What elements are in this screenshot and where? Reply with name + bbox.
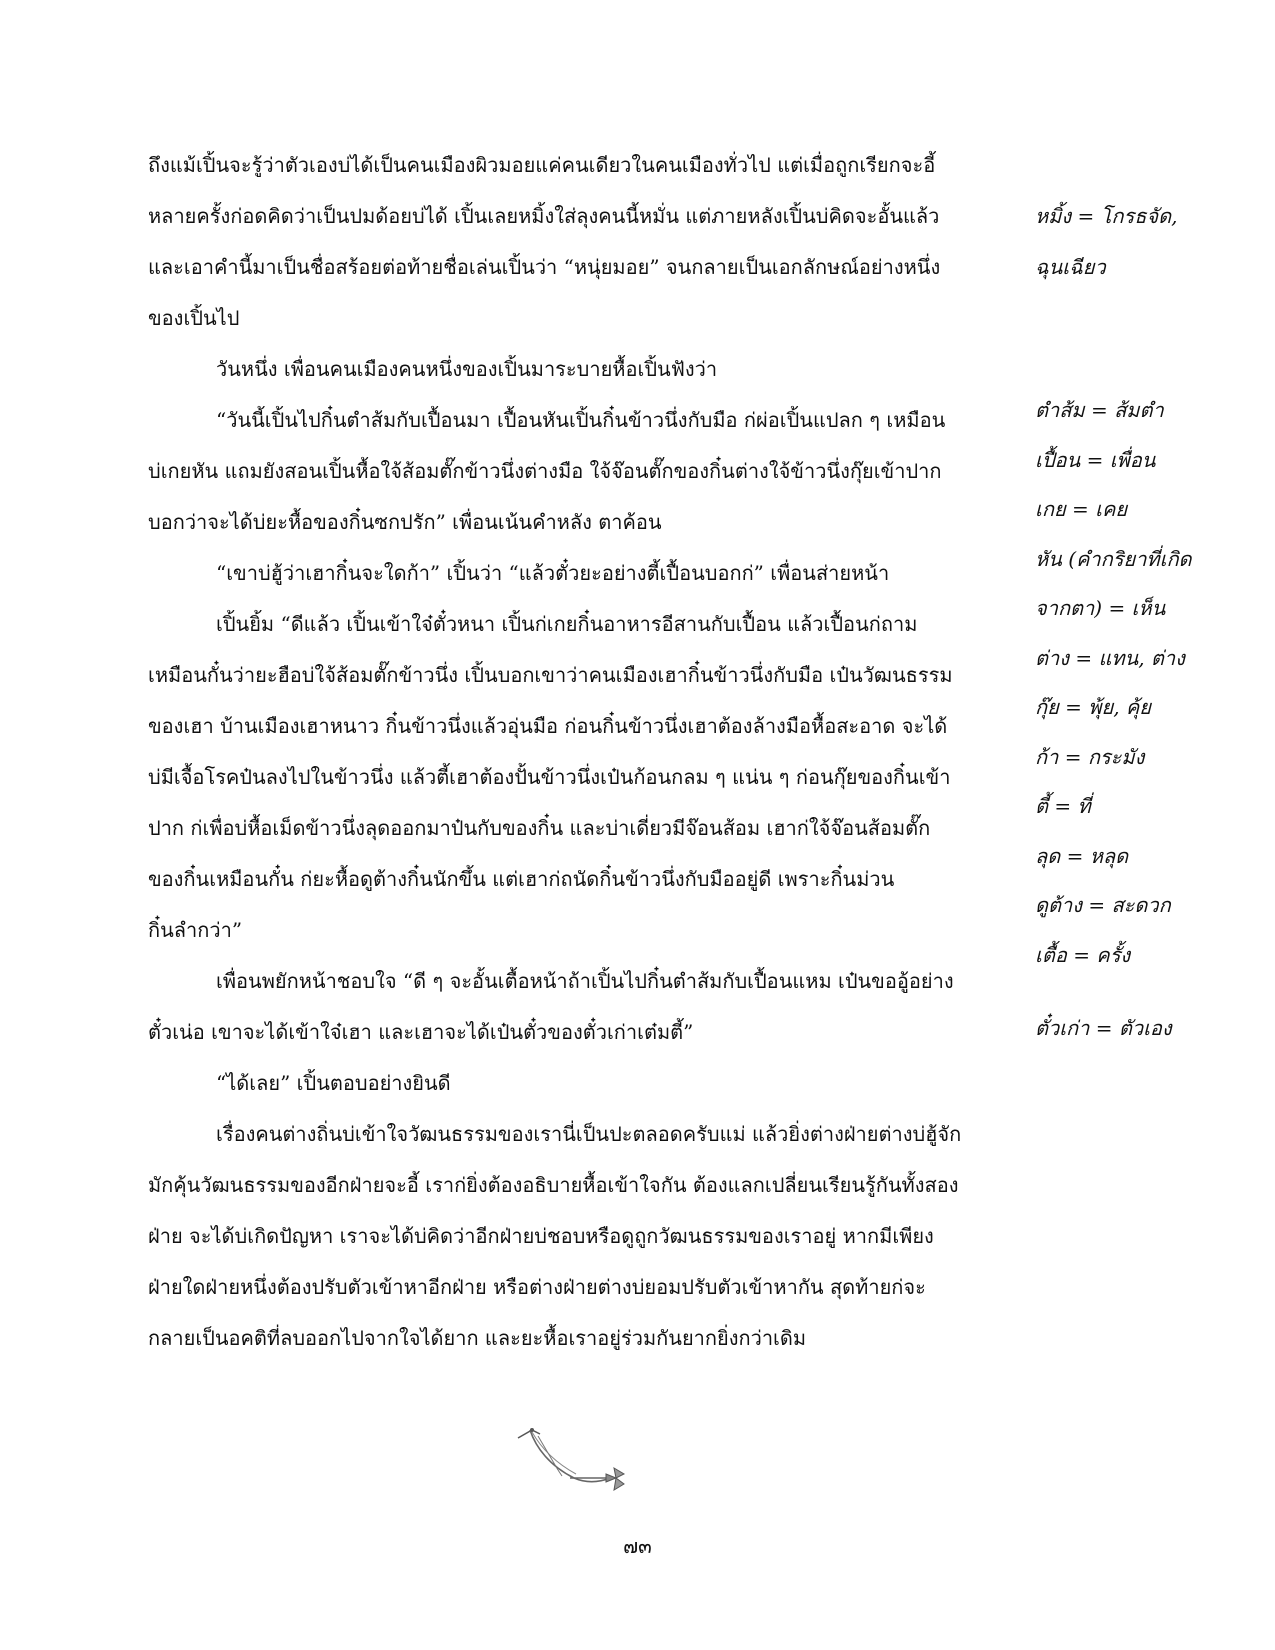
body-line-7: บ่เกยหัน แถมยังสอนเปิ้นหื้อใจ้ส้อมตั๊กข้าวนึ่งต่างมือ ใจ้จ๊อนตั๊กของกิ๋นต่างใจ้ข้าวนึ่งกุ๊ยเข้าปาก [148, 459, 942, 483]
body-line-20: เรื่องคนต่างถิ่นบ่เข้าใจวัฒนธรรมของเรานี่เป็นปะตลอดครับแม่ แล้วยิ่งต่างฝ่ายต่างบ่ฮู้จัก [216, 1122, 962, 1146]
margin-note: เกย = เคย [1035, 497, 1128, 521]
margin-note: ลุด = หลุด [1035, 843, 1129, 868]
body-line-19: “ได้เลย” เปิ้นตอบอย่างยินดี [216, 1071, 451, 1095]
body-line-3: และเอาคำนี้มาเป็นชื่อสร้อยต่อท้ายชื่อเล่นเปิ้นว่า “หนุ่ยมอย” จนกลายเป็นเอกลักษณ์อย่างหนึ่ง [148, 255, 941, 279]
margin-note: หัน (คำกริยาที่เกิด [1035, 546, 1192, 571]
margin-note: หมิ้ง = โกรธจัด, [1035, 204, 1178, 228]
margin-note: ก้า = กระมัง [1035, 744, 1145, 769]
body-line-4: ของเปิ้นไป [148, 306, 240, 330]
margin-note: ต่าง = แทน, ต่าง [1035, 645, 1185, 670]
body-line-5: วันหนึ่ง เพื่อนคนเมืองคนหนึ่งของเปิ้นมาระบายหื้อเปิ้นฟังว่า [216, 357, 718, 381]
body-line-8: บอกว่าจะได้บ่ยะหื้อของกิ๋นซกปรัก” เพื่อนเน้นคำหลัง ตาค้อน [148, 510, 662, 534]
body-line-21: มักคุ้นวัฒนธรรมของอีกฝ่ายจะอี้ เราก่ยิ่งต้องอธิบายหื้อเข้าใจกัน ต้องแลกเปลี่ยนเรียนรู้กันทั้งสอง [148, 1173, 959, 1197]
body-line-10: เปิ้นยิ้ม “ดีแล้ว เปิ้นเข้าใจ๋ตั๋วหนา เปิ้นก่เกยกิ๋นอาหารอีสานกับเปื้อน แล้วเปื้อนก่ถาม [216, 612, 918, 636]
margin-notes-group-2 [1035, 386, 1265, 980]
body-line-18: ตั๋วเน่อ เขาจะได้เข้าใจ๋เฮา และเฮาจะได้เป๋นตั๋วของตั๋วเก่าเต๋มตี้” [148, 1020, 694, 1044]
body-text [148, 140, 1008, 1364]
margin-note: เปื้อน = เพื่อน [1035, 447, 1156, 472]
body-line-9: “เขาบ่ฮู้ว่าเฮากิ๋นจะใดก้า” เปิ้นว่า “แล้วตั๋วยะอย่างตี้เปื้อนบอกก่” เพื่อนส่ายหน้า [216, 561, 890, 585]
body-line-22: ฝ่าย จะได้บ่เกิดปัญหา เราจะได้บ่คิดว่าอีกฝ่ายบ่ชอบหรือดูถูกวัฒนธรรมของเราอยู่ หากมีเพียง [148, 1224, 934, 1248]
margin-notes-group-1 [1035, 191, 1265, 293]
body-line-15: ของกิ๋นเหมือนกั๋น ก่ยะหื้อดูต้างกิ๋นนักขึ้น แต่เฮาก่ถนัดกิ๋นข้าวนึ่งกับมืออยู่ดี เพราะกิ๋นม่วน [148, 867, 895, 891]
margin-note: ตี้ = ที่ [1035, 794, 1091, 818]
margin-notes-group-3 [1035, 1003, 1265, 1054]
margin-note: ตำส้ม = ส้มตำ [1035, 398, 1164, 422]
body-line-16: กิ๋นลำกว่า” [148, 918, 243, 942]
margin-note: เตื้อ = ครั้ง [1035, 942, 1131, 967]
body-line-1: ถึงแม้เปิ้นจะรู้ว่าตัวเองบ่ได้เป็นคนเมืองผิวมอยแค่คนเดียวในคนเมืองทั่วไป แต่เมื่อถูกเรียกจะอี้ [148, 153, 936, 177]
body-line-14: ปาก ก่เพื่อบ่หื้อเม็ดข้าวนึ่งลุดออกมาป๋นกับของกิ๋น และบ่าเดี่ยวมีจ๊อนส้อม เฮาก่ใจ้จ๊อนส้อมตั๊ก [148, 816, 931, 840]
margin-note: กุ๊ย = พุ้ย, คุ้ย [1035, 695, 1152, 719]
body-line-13: บ่มีเจื้อโรคป๋นลงไปในข้าวนึ่ง แล้วตี้เฮาต้องปั้นข้าวนึ่งเป๋นก้อนกลม ๆ แน่น ๆ ก่อนกุ๊ยของกิ๋นเข้า [148, 765, 951, 789]
margin-note: ฉุนเฉียว [1035, 255, 1106, 279]
arrow-bow-ornament-icon [510, 1418, 635, 1498]
body-line-23: ฝ่ายใดฝ่ายหนึ่งต้องปรับตัวเข้าหาอีกฝ่าย หรือต่างฝ่ายต่างบ่ยอมปรับตัวเข้าหากัน สุดท้ายก่จะ [148, 1275, 926, 1299]
margin-note: ตั๋วเก่า = ตัวเอง [1035, 1016, 1172, 1040]
margin-note: ดูต้าง = สะดวก [1035, 893, 1171, 917]
margin-note: จากตา) = เห็น [1035, 596, 1166, 620]
body-line-17: เพื่อนพยักหน้าชอบใจ “ดี ๆ จะอั้นเตื้อหน้าถ้าเปิ้นไปกิ๋นตำส้มกับเปื้อนแหม เป๋นขออู้อย่าง [216, 969, 954, 993]
body-line-12: ของเฮา บ้านเมืองเฮาหนาว กิ๋นข้าวนึ่งแล้วอุ่นมือ ก่อนกิ๋นข้าวนึ่งเฮาต้องล้างมือหื้อสะอาด จะได้ [148, 714, 948, 738]
body-line-11: เหมือนกั๋นว่ายะฮือบ่ใจ้ส้อมตั๊กข้าวนึ่ง เปิ้นบอกเขาว่าคนเมืองเฮากิ๋นข้าวนึ่งกับมือ เป๋นวัฒนธรรม [148, 663, 953, 687]
body-line-2: หลายครั้งก่อดคิดว่าเป็นปมด้อยบ่ได้ เปิ้นเลยหมิ้งใส่ลุงคนนี้หมั่น แต่ภายหลังเปิ้นบ่คิดจะอั้นแล้ว [148, 204, 940, 228]
body-line-24: กลายเป็นอคติที่ลบออกไปจากใจได้ยาก และยะหื้อเราอยู่ร่วมกันยากยิ่งกว่าเดิม [148, 1326, 807, 1350]
body-line-6: “วันนี้เปิ้นไปกิ๋นตำส้มกับเปื้อนมา เปื้อนหันเปิ้นกิ๋นข้าวนึ่งกับมือ ก่ผ่อเปิ้นแปลก ๆ เหมือน [216, 408, 946, 432]
page-number: ๗๓ [623, 1534, 652, 1558]
